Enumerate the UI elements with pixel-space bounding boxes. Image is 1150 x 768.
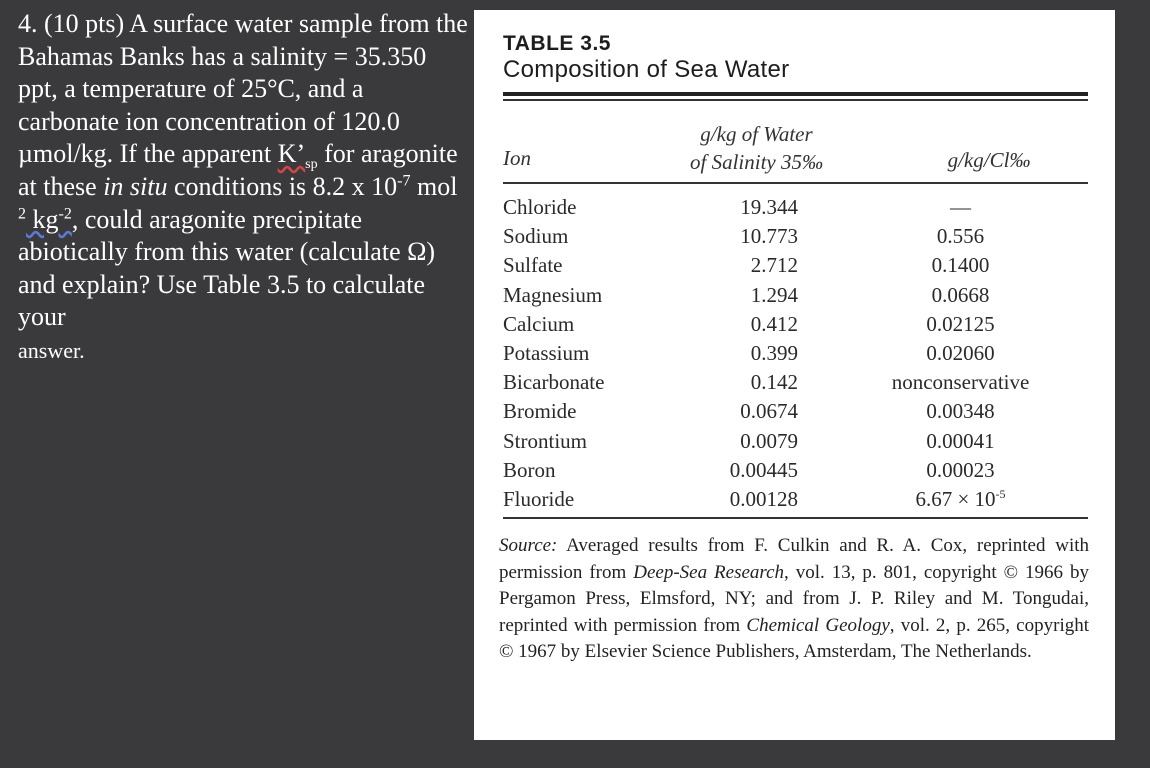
answer-word: answer. (18, 337, 85, 363)
ksp-symbol: $K’_{sp}$ (277, 139, 318, 173)
question-text: 4. (10 pts) A surface water sample from the Bahamas Banks has a salinity = 35.350 ppt, a temperature of 25°C, and a carbonate ion concentration of 120.0 µmol/kg. If the apparent $K’_{sp}$ for aragonite at these in situ conditions is 8.2 x $10^{-7}$ mol $^2$ $kg^{-2}$, could aragonite precipitate abiotically from this water (calculate Ω) and explain? Use Table 3.5 to calculate your answer. (18, 9, 468, 363)
table-row: Chloride 19.344 — (503, 195, 971, 219)
table-row: Boron 0.00445 0.00023 (503, 457, 995, 482)
table-rule-bottom (503, 517, 1088, 519)
table-row: Potassium 0.399 0.02060 (503, 340, 995, 365)
table-body (503, 193, 1093, 514)
table-row: Sulfate 2.712 0.1400 (503, 253, 990, 278)
table-title: Composition of Sea Water (503, 56, 790, 83)
header-rule-second (503, 99, 1088, 101)
table-row: Magnesium 1.294 0.0668 (503, 282, 990, 307)
table-row: Bromide 0.0674 0.00348 (503, 399, 995, 424)
table-row: Fluoride 0.00128 $6.67 \times 10^{-5}$ (503, 486, 1006, 511)
header-ratio: g/kg/Cl‰ (947, 148, 1031, 172)
table-source-note: Source: Averaged results from F. Culkin and R. A. Cox, reprinted with permission from Deep-Sea Research, vol. 13, p. 801, copyright © 1966 by Pergamon Press, Elmsford, NY; and from J. P. Riley and M. Tongudai, reprinted with permission from Chemical Geology, vol. 2, p. 265, copyright © 1967 by Elsevier Science Publishers, Amsterdam, The Netherlands. (499, 535, 1089, 662)
table-row: Strontium 0.0079 0.00041 (503, 428, 995, 453)
header-rule-top (503, 92, 1088, 96)
table-row: Calcium 0.412 0.02125 (503, 311, 995, 336)
table-row: Sodium 10.773 0.556 (503, 224, 985, 249)
table-label: TABLE 3.5 (503, 32, 611, 55)
table-image (474, 10, 1115, 740)
in-situ-text: in situ (103, 171, 168, 201)
table-row: Bicarbonate 0.142 nonconservative (503, 370, 1030, 395)
question-intro: 4. (10 pts) A surface water sample from the Bahamas Banks has a salinity = 35.350 ppt, a temperature of 25°C, and a carbonate ion concentration of 120.0 µmol/kg. If the apparent (18, 9, 468, 169)
kg-unit: $kg^{-2}$ (26, 204, 72, 234)
header-gkg: g/kg of Water of Salinity 35‰ (690, 122, 823, 174)
header-rule-bottom (503, 182, 1088, 184)
header-ion: Ion (503, 146, 531, 170)
